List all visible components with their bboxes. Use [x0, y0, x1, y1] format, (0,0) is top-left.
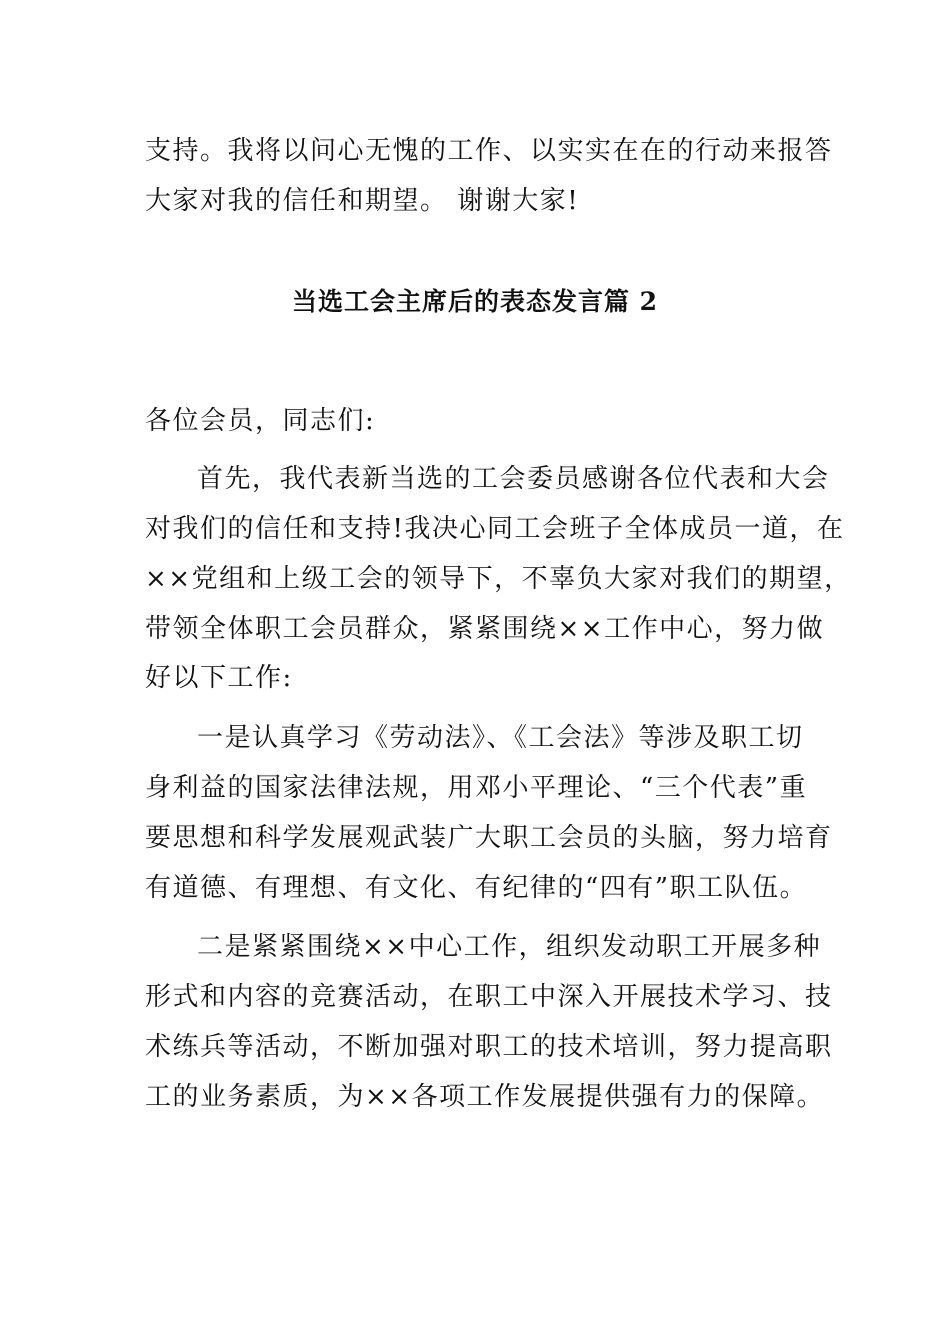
paragraph3-line-2: 形式和内容的竞赛活动，在职工中深入开展技术学习、技	[145, 982, 833, 1012]
paragraph2-line-1: 一是认真学习《劳动法》、《工会法》等涉及职工切	[197, 723, 804, 753]
intro-line-1: 支持。我将以问心无愧的工作、以实实在在的行动来报答	[145, 136, 833, 166]
paragraph1-line-1: 首先，我代表新当选的工会委员感谢各位代表和大会	[197, 464, 830, 494]
paragraph3-line-4: 工的业务素质，为××各项工作发展提供强有力的保障。	[145, 1082, 825, 1112]
paragraph2-line-2: 身利益的国家法律法规，用邓小平理论、“三个代表”重	[145, 773, 808, 803]
intro-line-2: 大家对我的信任和期望。 谢谢大家!	[145, 186, 580, 216]
paragraph1-line-3: ××党组和上级工会的领导下，不辜负大家对我们的期望，	[145, 564, 852, 594]
paragraph3-line-1: 二是紧紧围绕××中心工作，组织发动职工开展多种	[197, 932, 822, 962]
paragraph1-line-5: 好以下工作:	[145, 663, 293, 693]
section-title: 当选工会主席后的表态发言篇 2	[291, 287, 659, 316]
paragraph2-line-3: 要思想和科学发展观武装广大职工会员的头脑，努力培育	[145, 823, 833, 853]
paragraph2-line-4: 有道德、有理想、有文化、有纪律的“四有”职工队伍。	[145, 873, 808, 903]
paragraph1-line-2: 对我们的信任和支持!我决心同工会班子全体成员一道，在	[145, 514, 845, 544]
paragraph3-line-3: 术练兵等活动，不断加强对职工的技术培训，努力提高职	[145, 1032, 833, 1062]
paragraph1-line-4: 带领全体职工会员群众，紧紧围绕××工作中心，努力做	[145, 614, 825, 644]
salutation: 各位会员，同志们:	[145, 406, 376, 436]
